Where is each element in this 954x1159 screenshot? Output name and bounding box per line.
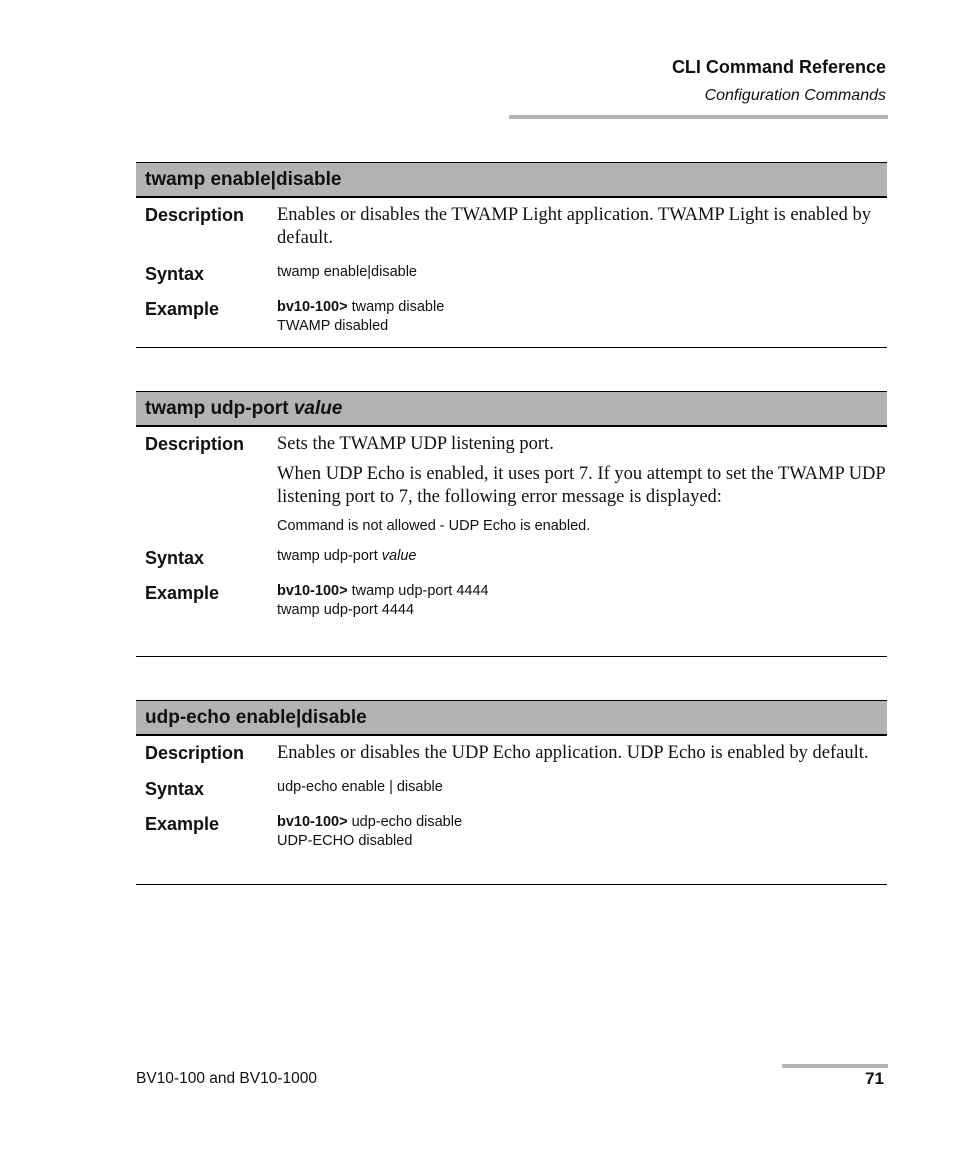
example-code	[277, 813, 887, 851]
syntax-param: value	[381, 548, 417, 564]
example-row	[136, 582, 887, 620]
command-block-udp-echo	[136, 700, 887, 885]
command-title-text: twamp udp-port	[145, 398, 294, 419]
footer-rule	[782, 1064, 888, 1068]
cli-prompt: bv10-100>	[277, 299, 348, 315]
command-block-twamp-enable	[136, 162, 887, 348]
description-text: Enables or disables the TWAMP Light application. TWAMP Light is enabled by default.	[277, 205, 871, 248]
syntax-row	[136, 547, 887, 569]
example-output: twamp udp-port 4444	[277, 602, 415, 618]
description-row	[136, 433, 887, 536]
description-row	[136, 204, 887, 250]
syntax-text	[277, 547, 887, 569]
syntax-label: Syntax	[145, 548, 205, 568]
example-command: udp-echo disable	[347, 814, 463, 830]
command-title-param: value	[293, 398, 343, 419]
example-code	[277, 582, 887, 620]
command-title: udp-echo enable|disable	[136, 700, 887, 736]
error-message: Command is not allowed - UDP Echo is enabled.	[277, 518, 591, 534]
syntax-label: Syntax	[145, 264, 205, 284]
example-command: twamp udp-port 4444	[347, 583, 489, 599]
syntax-text: udp-echo enable | disable	[277, 779, 443, 795]
example-output: TWAMP disabled	[277, 318, 389, 334]
cli-prompt: bv10-100>	[277, 814, 348, 830]
description-text: Sets the TWAMP UDP listening port.	[277, 434, 554, 454]
description-row	[136, 742, 887, 765]
header-rule	[509, 115, 888, 119]
description-text: Enables or disables the UDP Echo application. UDP Echo is enabled by default.	[277, 743, 869, 763]
description-body	[277, 433, 887, 536]
example-code	[277, 298, 887, 336]
example-output: UDP-ECHO disabled	[277, 833, 413, 849]
example-row	[136, 298, 887, 336]
header-subtitle: Configuration Commands	[704, 87, 886, 104]
cli-prompt: bv10-100>	[277, 583, 348, 599]
example-row	[136, 813, 887, 851]
example-label: Example	[145, 583, 220, 603]
command-title: twamp enable|disable	[136, 162, 887, 198]
page-number: 71	[865, 1069, 884, 1088]
example-command: twamp disable	[347, 299, 445, 315]
syntax-label: Syntax	[145, 779, 205, 799]
syntax-row	[136, 778, 887, 800]
description-label: Description	[145, 205, 245, 225]
description-label: Description	[145, 434, 245, 454]
command-block-twamp-udp-port	[136, 391, 887, 657]
header-title: CLI Command Reference	[671, 57, 886, 77]
command-title	[136, 391, 887, 427]
example-label: Example	[145, 814, 220, 834]
description-text-2: When UDP Echo is enabled, it uses port 7. If you attempt to set the TWAMP UDP listening port to 7, the following error message is displayed:	[277, 464, 886, 507]
example-label: Example	[145, 299, 220, 319]
footer-product: BV10-100 and BV10-1000	[136, 1070, 317, 1087]
syntax-text: twamp enable|disable	[277, 264, 417, 280]
syntax-row	[136, 263, 887, 285]
syntax-command: twamp udp-port	[277, 548, 382, 564]
description-label: Description	[145, 743, 245, 763]
